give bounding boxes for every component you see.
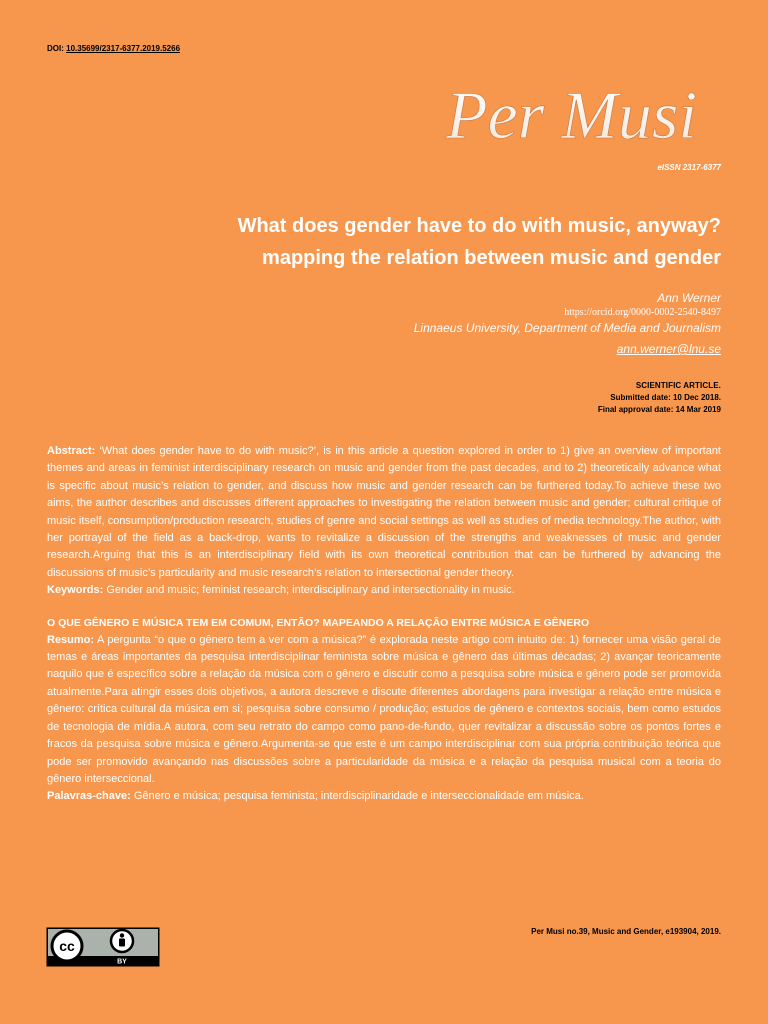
author-name: Ann Werner [657,291,721,305]
svg-text:cc: cc [59,938,75,954]
resumo-text: A pergunta “o que o gênero tem a ver com a música?” é explorada neste artigo com intuito de: 1) fornecer uma visão geral de temas e áreas importantes da pesquisa interdisciplinar feminista sobre música e gênero das últimas décadas; 2) avançar teoricamente naquilo que é específico sobre a relação da música com o gênero e discutir como a pesquisa sobre música e gênero pode ser promovida atualmente.Para atingir esses dois objetivos, a autora descreve e discute diferentes abordagens para investigar a relação entre música e gênero: crítica cultural da música em si; pesquisa sobre consumo / produção; estudos de gênero e contextos sociais, bem como estudos de tecnologia de mídia.A autora, com seu retrato do campo como pano-de-fundo, quer revitalizar a discussão sobre os pontos fortes e fracos da pesquisa sobre música e gênero.Argumenta-se que este é um campo interdisciplinar com sua própria contribuição teórica que pode ser promovido avançando nas discussões sobre a particularidade da música e a relação da pesquisa musical com a teoria do gênero interseccional. [47,633,722,785]
journal-logo [438,62,728,162]
abstract-text: ‘What does gender have to do with music?’, is in this article a question explored in order to 1) give an overview of important themes and areas in feminist interdisciplinary research on music and gender from the past decades, and to 2) theoretically advance what is specific about music’s relation to gender, and discuss how music and gender research can be furthered today.To achieve these two aims, the author describes and discusses different approaches to investigating the relation between music and gender; cultural critique of music itself, consumption/production research, studies of genre and social settings as well as studies of media technology.The author, with her portrayal of the field as a back-drop, wants to revitalize a discussion of the strengths and weaknesses of music and gender research.Arguing that this is an interdisciplinary field with its own theoretical contribution that can be furthered by advancing the discussions of music’s particularity and music research’s relation to intersectional gender theory. [47,445,721,579]
title-line-1: What does gender have to do with music, anyway? [237,215,721,237]
cc-by-license-badge[interactable] [46,927,160,967]
resumo-label: Resumo: [47,633,95,646]
keywords-text: Gender and music; feminist research; interdisciplinary and intersectionality in music. [106,584,515,597]
article-title [81,210,721,274]
article-meta [598,380,721,416]
submitted-date: Submitted date: 10 Dec 2018. [610,393,721,402]
doi-label: DOI: [47,44,64,53]
article-type: SCIENTIFIC ARTICLE. [635,381,721,390]
issn: eISSN 2317-6377 [657,163,721,172]
author-block [221,290,721,358]
author-affiliation: Linnaeus University, Department of Media and Journalism [413,321,721,335]
orcid-link[interactable]: https://orcid.org/0000-0002-2540-8497 [564,307,721,318]
abstract-label: Abstract: [47,445,96,457]
resumo-title: O QUE GÊNERO E MÚSICA TEM EM COMUM, ENTÃO? MAPEANDO A RELAÇÃO ENTRE MÚSICA E GÊNERO [47,616,590,629]
keywords-label: Keywords: [47,584,104,597]
cc-by-badge-graphic [46,927,160,967]
abstract-paragraph [47,443,721,582]
citation: Per Musi no.39, Music and Gender, e193904, 2019. [531,927,721,936]
title-line-2: mapping the relation between music and gender [262,247,721,269]
license-by-label: BY [117,958,127,966]
palavras-chave-text: Gênero e música; pesquisa feminista; interdisciplinaridade e interseccionalidade em música. [133,790,584,803]
cc-icon [52,931,82,961]
resumo-paragraph [47,632,721,789]
approval-date: Final approval date: 14 Mar 2019 [597,405,721,414]
keywords-paragraph [47,582,721,599]
abstract-section [47,443,721,806]
doi-line [47,44,180,53]
per-musi-logo [438,62,728,162]
palavras-chave-paragraph [47,788,721,805]
doi-link[interactable]: 10.35699/2317-6377.2019.5266 [66,44,181,53]
person-icon [111,930,133,952]
palavras-chave-label: Palavras-chave: [47,790,131,803]
author-email-link[interactable]: ann.werner@lnu.se [616,342,721,356]
logo-text: Per Musi [446,77,698,153]
